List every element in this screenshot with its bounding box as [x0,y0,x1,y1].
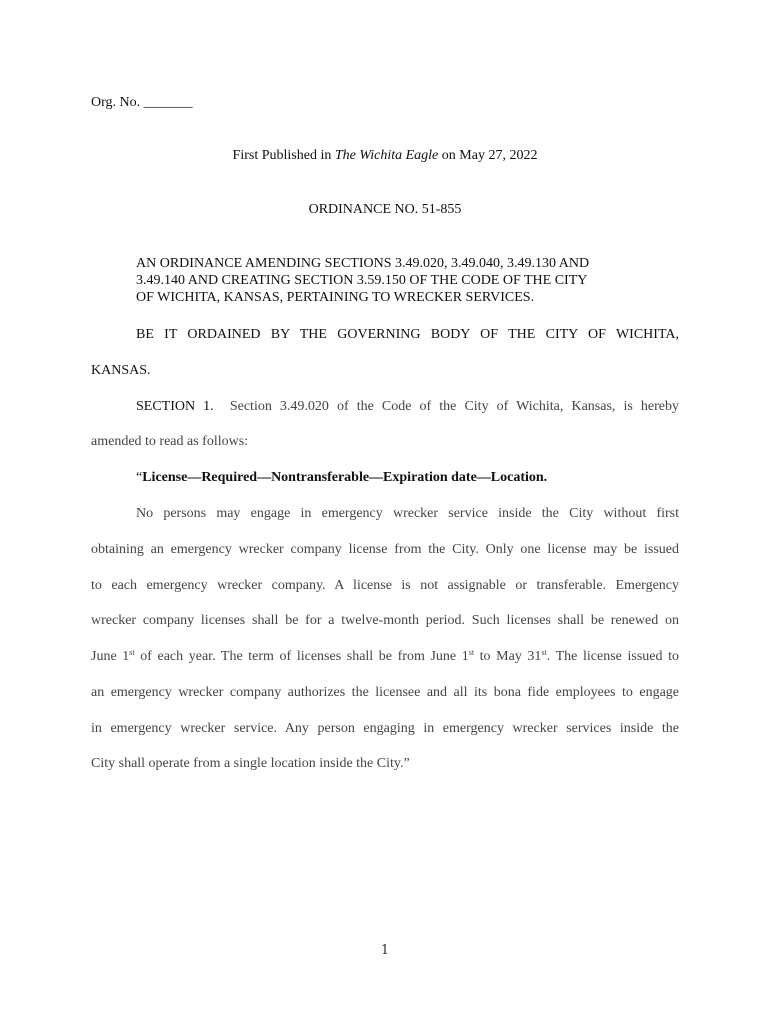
section-text: Section 3.49.020 of the Code of the City of Wichita, Kansas, is hereby [229,399,679,414]
published-prefix: First Published in [232,148,335,163]
body-line: in emergency wrecker service. Any person engaging in emergency wrecker services inside the [91,721,679,736]
title-line: OF WICHITA, KANSAS, PERTAINING TO WRECKER SERVICES. [136,290,535,305]
publication-notice [0,147,770,165]
section-1-intro [136,398,679,416]
published-suffix: on May 27, 2022 [438,148,538,163]
body-line: obtaining an emergency wrecker company license from the City. Only one license may be issued [91,542,679,557]
body-line: wrecker company licenses shall be for a twelve-month period. Such licenses shall be renewed on [91,613,679,628]
body-line: to each emergency wrecker company. A license is not assignable or transferable. Emergency [91,578,679,593]
section-heading-text: License—Required—Nontransferable—Expiration date—Location. [142,470,548,485]
ordinal-suffix: st [129,648,135,657]
section-heading [136,469,547,487]
date-text: June 1 [91,649,130,664]
section-1-continued: amended to read as follows: [91,434,249,449]
open-quote: “ [136,470,143,485]
ordinance-title [136,255,636,306]
body-line: No persons may engage in emergency wrecker service inside the City without first [136,506,679,521]
ordinal-suffix: st [541,648,547,657]
enacting-clause-continued: KANSAS. [91,363,151,378]
enacting-clause: BE IT ORDAINED BY THE GOVERNING BODY OF THE CITY OF WICHITA, [136,327,679,342]
newspaper-name: The Wichita Eagle [334,148,439,163]
ordinance-number: ORDINANCE NO. 51-855 [308,202,462,217]
title-line: 3.49.140 AND CREATING SECTION 3.59.150 OF THE CODE OF THE CITY [136,273,588,288]
body-line: an emergency wrecker company authorizes the licensee and all its bona fide employees to engage [91,685,679,700]
date-text: . The license issued to [546,649,679,664]
org-number: Org. No. _______ [91,95,193,110]
date-text: of each year. The term of licenses shall be from June 1 [134,649,469,664]
date-text: to May 31 [474,649,542,664]
title-line: AN ORDINANCE AMENDING SECTIONS 3.49.020, 3.49.040, 3.49.130 AND [136,256,590,271]
body-line-dates [91,648,679,666]
page-number: 1 [380,943,390,958]
section-label: SECTION 1. [136,399,214,414]
ordinal-suffix: st [468,648,475,657]
body-line: City shall operate from a single location inside the City.” [91,756,410,771]
